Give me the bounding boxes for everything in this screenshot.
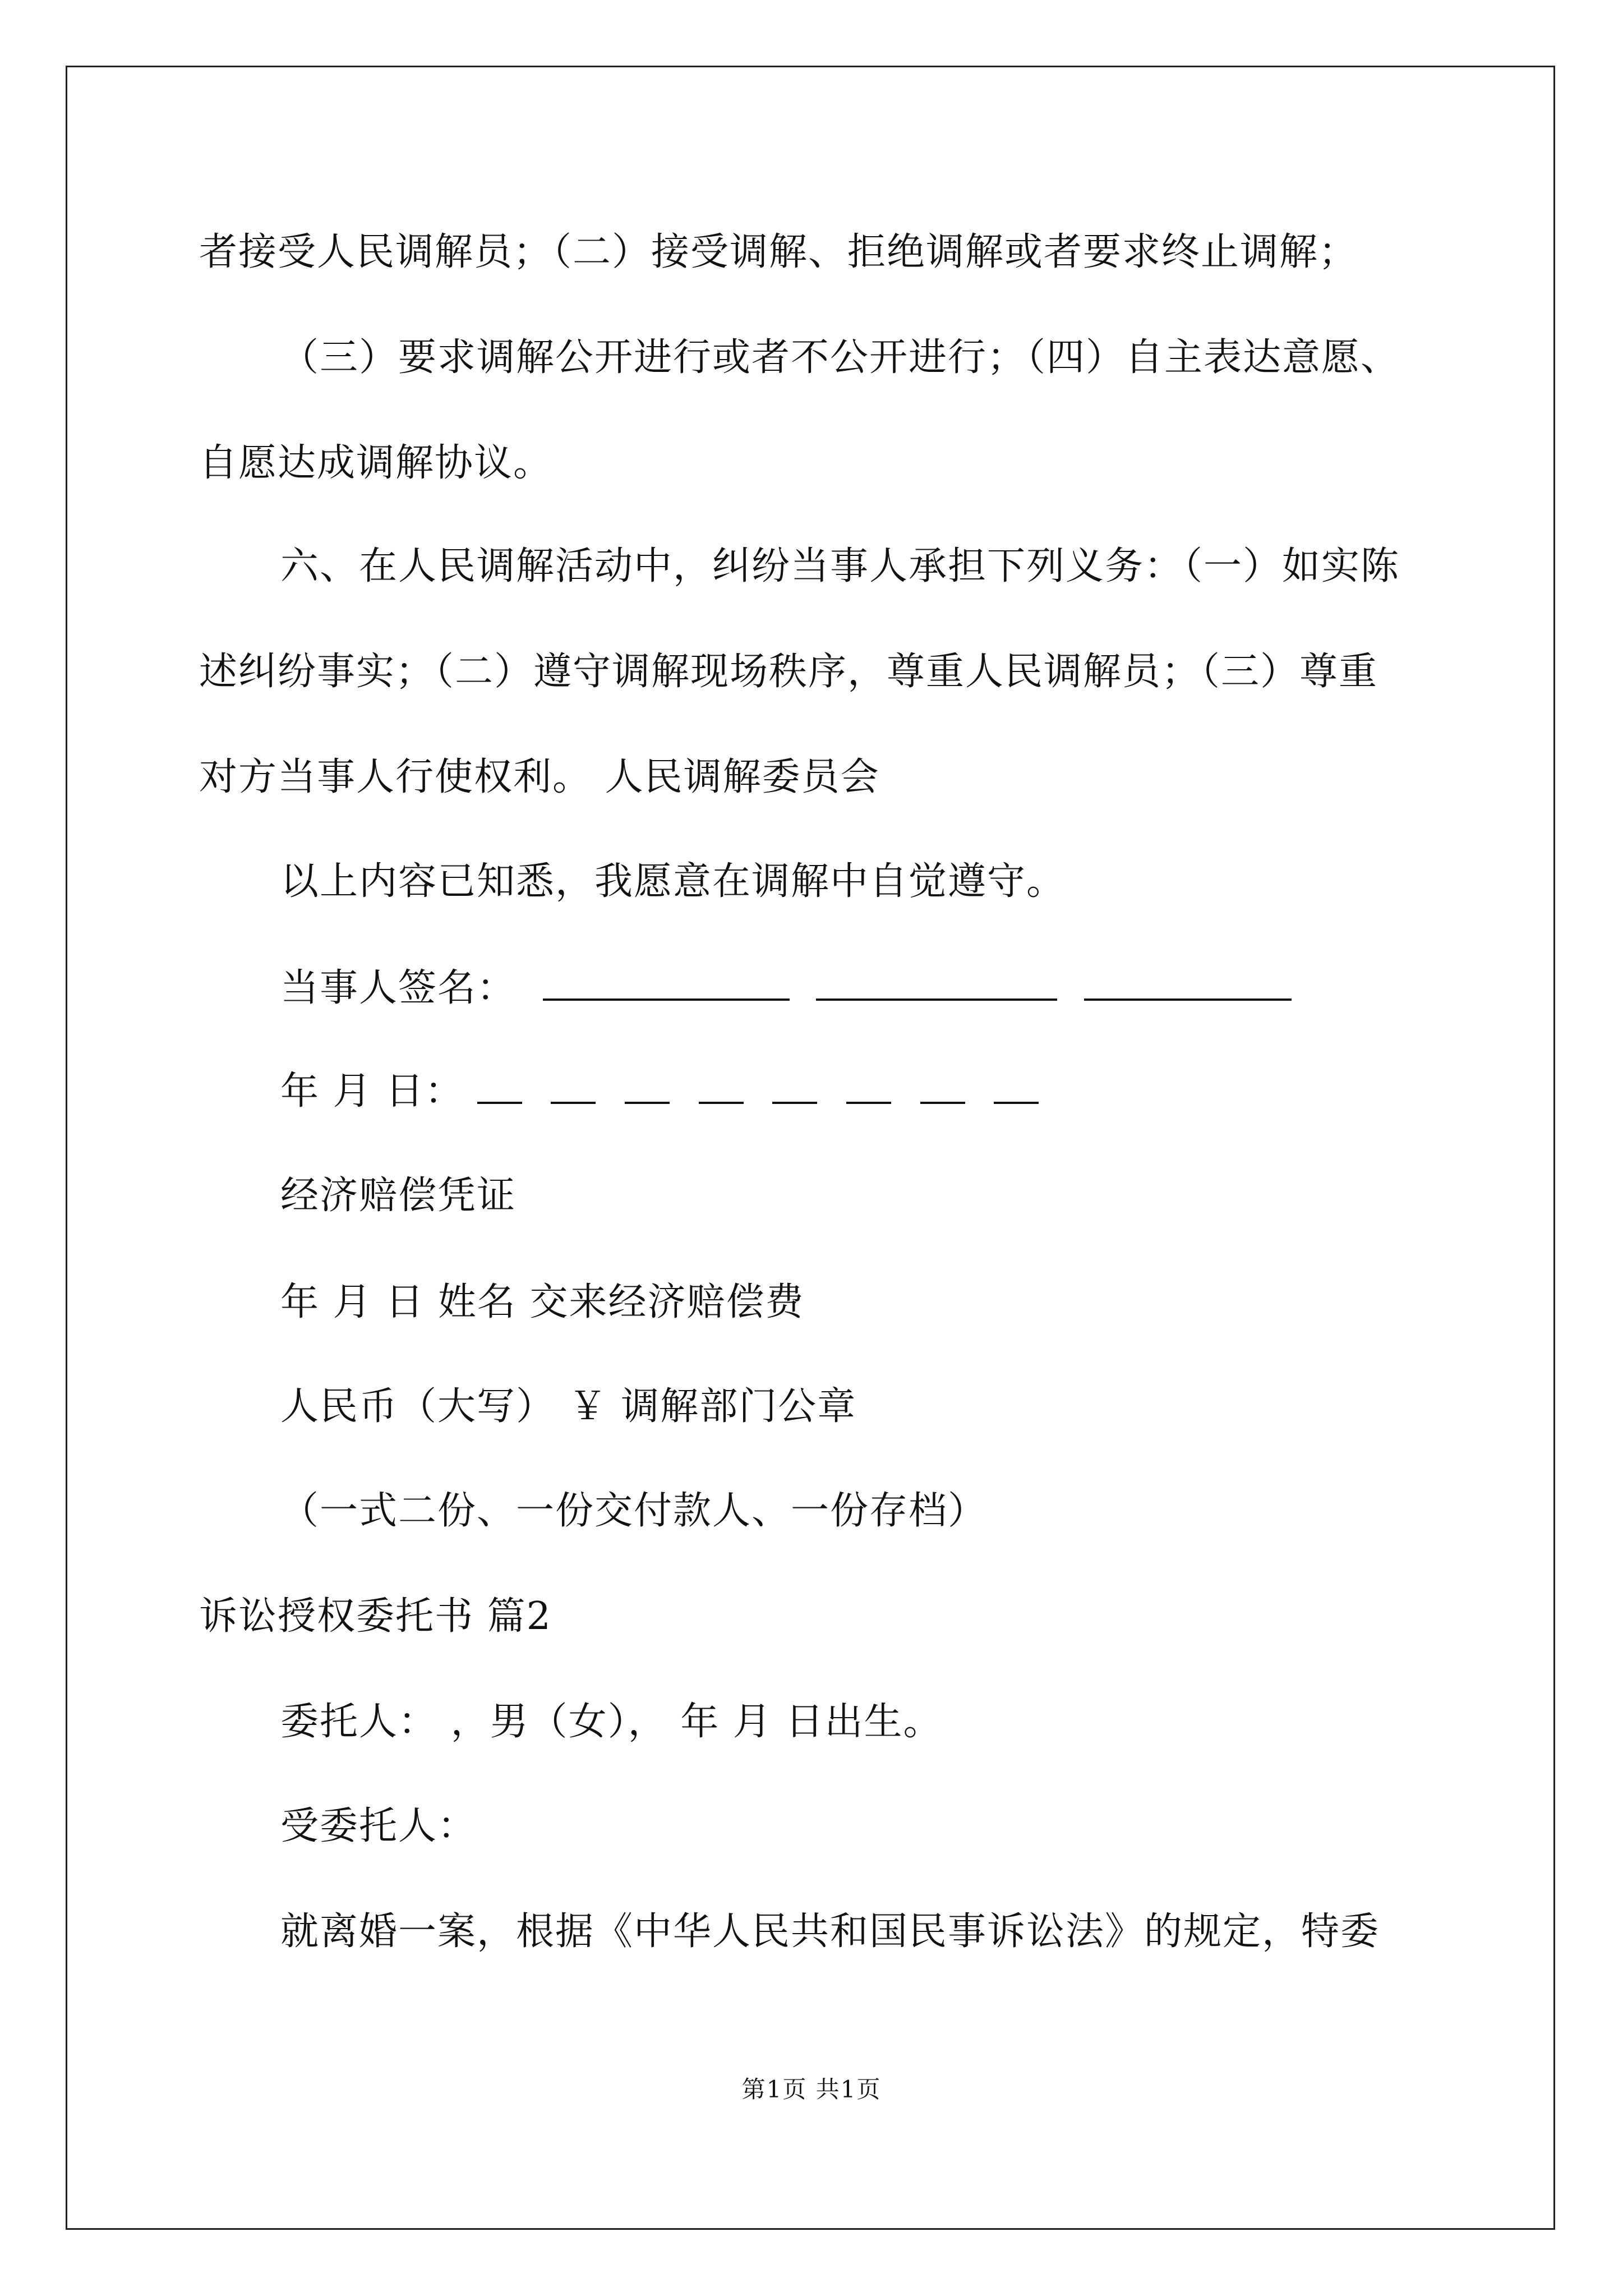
voucher-line-date-name: 年 月 日 姓名 交来经济赔偿费	[280, 1280, 805, 1324]
signature-blank-3	[1084, 965, 1292, 1001]
date-row	[280, 1069, 1054, 1114]
paragraph-line-3: 自愿达成调解协议。	[199, 441, 553, 485]
date-blank	[846, 1073, 891, 1104]
signature-row	[280, 965, 1292, 1011]
acknowledgement-line: 以上内容已知悉，我愿意在调解中自觉遵守。	[280, 859, 1066, 904]
signature-blank-1	[543, 965, 790, 1001]
paragraph-line-2: （三）要求调解公开进行或者不公开进行；（四）自主表达意愿、	[280, 335, 1400, 380]
signature-blank-2	[816, 965, 1057, 1001]
voucher-line-amount: 人民币（大写） ￥ 调解部门公章	[280, 1384, 857, 1429]
section-line-2: 受委托人：	[280, 1804, 477, 1848]
date-blank	[772, 1073, 817, 1104]
voucher-line-copies: （一式二份、一份交付款人、一份存档）	[280, 1489, 988, 1533]
date-blank	[994, 1073, 1039, 1104]
voucher-title: 经济赔偿凭证	[280, 1174, 517, 1218]
paragraph-line-6: 对方当事人行使权利。 人民调解委员会	[199, 755, 880, 799]
signature-label: 当事人签名：	[280, 966, 517, 1010]
paragraph-line-5: 述纠纷事实；（二）遵守调解现场秩序，尊重人民调解员；（三）尊重	[199, 650, 1378, 694]
section-heading: 诉讼授权委托书 篇2	[199, 1594, 552, 1639]
page-footer: 第1页 共1页	[741, 2076, 882, 2103]
date-blank	[551, 1073, 596, 1104]
paragraph-line-4: 六、在人民调解活动中，纠纷当事人承担下列义务：（一）如实陈	[280, 544, 1400, 588]
date-blank	[477, 1073, 522, 1104]
paragraph-line-1: 者接受人民调解员；（二）接受调解、拒绝调解或者要求终止调解；	[199, 230, 1358, 274]
date-label: 年 月 日：	[280, 1069, 464, 1114]
section-line-3: 就离婚一案，根据《中华人民共和国民事诉讼法》的规定，特委	[280, 1910, 1380, 1954]
section-line-1: 委托人： ，男（女）， 年 月 日出生。	[280, 1700, 943, 1744]
page-border	[66, 66, 1555, 2230]
date-blank	[699, 1073, 744, 1104]
date-blank	[920, 1073, 965, 1104]
date-blank	[625, 1073, 670, 1104]
